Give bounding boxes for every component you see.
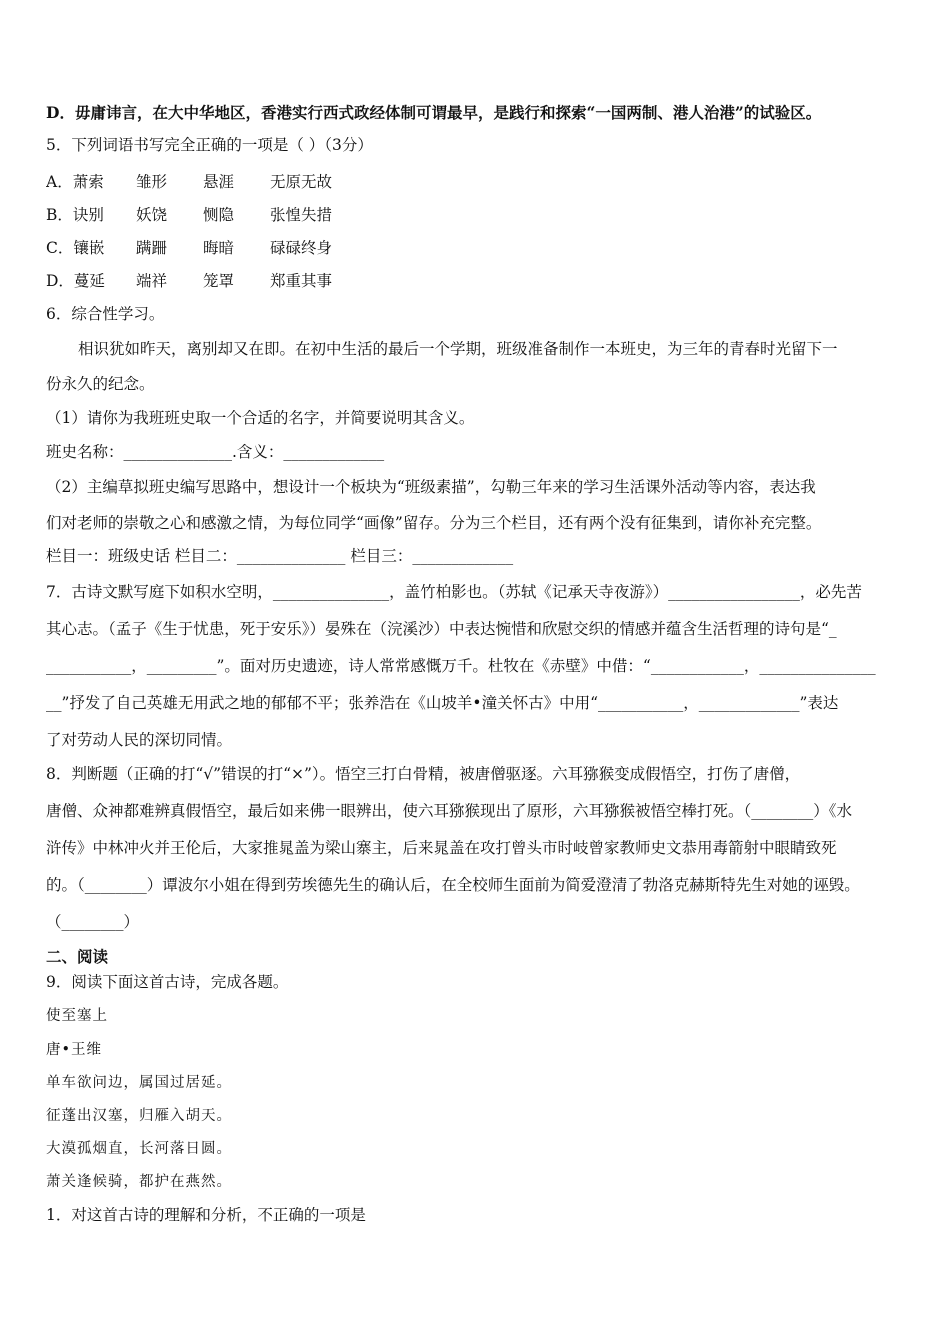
q5-option-b xyxy=(46,205,910,225)
option-word: 碌碌终身 xyxy=(270,239,333,257)
option-word: 悬涯 xyxy=(203,173,235,191)
q8-line-3: 浒传》中林冲火并王伦后，大家推晁盖为梁山寨主，后来晁盖在攻打曾头市时岐曾家教师史文恭用毒箭射中眼睛致死 xyxy=(46,839,837,857)
option-word: 笼罩 xyxy=(203,272,235,290)
q9-stem: 9．阅读下面这首古诗，完成各题。 xyxy=(46,973,289,991)
q7-line-2: 其心志。（孟子《生于忧患，死于安乐》）晏殊在（浣溪沙）中表达惋惜和欣慰交织的情感并蕴含生活哲理的诗句是“_ xyxy=(46,620,837,638)
q4-option-d: D．毋庸讳言，在大中华地区，香港实行西式政经体制可谓最早，是践行和探索“一国两制、港人治港”的试验区。 xyxy=(46,103,822,122)
option-word: 张惶失措 xyxy=(270,206,333,224)
option-label: D．蔓延 xyxy=(46,272,105,290)
q7-line-5: 了对劳动人民的深切同情。 xyxy=(46,731,233,749)
option-word: 端祥 xyxy=(136,272,168,290)
q6-intro-line-2: 份永久的纪念。 xyxy=(46,375,155,393)
q6-sub2-columns: 栏目一：班级史话 栏目二：______________ 栏目三：_____________ xyxy=(46,547,514,565)
option-word: 无原无故 xyxy=(270,173,333,191)
option-label: A．萧索 xyxy=(46,173,104,191)
option-word: 恻隐 xyxy=(203,206,235,224)
q5-option-c xyxy=(46,238,910,258)
q6-sub1-blank: 班史名称：______________.含义：_____________ xyxy=(46,443,385,461)
q8-line-5: （________） xyxy=(46,913,140,931)
q7-line-4: __”抒发了自己英雄无用武之地的郁郁不平；张养浩在《山坡羊•潼关怀古》中用“___________，_____________”表达 xyxy=(46,694,839,712)
poem-title: 使至塞上 xyxy=(46,1008,108,1024)
q6-sub2-line-1: （2）主编草拟班史编写思路中，想设计一个板块为“班级素描”，勾勒三年来的学习生活课外活动等内容，表达我 xyxy=(46,478,816,496)
option-word: 雏形 xyxy=(136,173,168,191)
option-word: 妖饶 xyxy=(136,206,168,224)
q6-stem: 6．综合性学习。 xyxy=(46,305,165,323)
poem-line: 大漠孤烟直，长河落日圆。 xyxy=(46,1141,232,1157)
q5-stem: 5．下列词语书写完全正确的一项是（ ）（3分） xyxy=(46,136,373,154)
q8-line-1: 8．判断题（正确的打“√”错误的打“×”）。悟空三打白骨精，被唐僧驱逐。六耳猕猴变成假悟空，打伤了唐僧， xyxy=(46,765,801,783)
q5-option-a xyxy=(46,172,910,192)
q6-sub1: （1）请你为我班班史取一个合适的名字，并简要说明其含义。 xyxy=(46,409,475,427)
q7-line-3: ___________，_________”。面对历史遗迹，诗人常常感慨万千。杜牧在《赤壁》中借：“____________，_______________ xyxy=(46,657,876,675)
poem-line: 单车欲问边，属国过居延。 xyxy=(46,1075,232,1091)
option-word: 晦暗 xyxy=(203,239,235,257)
poem-line: 萧关逢候骑，都护在燕然。 xyxy=(46,1174,232,1190)
q8-line-2: 唐僧、众神都难辨真假悟空，最后如来佛一眼辨出，使六耳猕猴现出了原形，六耳猕猴被悟空棒打死。（________）《水 xyxy=(46,802,853,820)
option-word: 蹒跚 xyxy=(136,239,168,257)
q8-line-4: 的。（________）谭波尔小姐在得到劳埃德先生的确认后，在全校师生面前为简爱澄清了勃洛克赫斯特先生对她的诬毁。 xyxy=(46,876,860,894)
poem-line: 征蓬出汉塞，归雁入胡天。 xyxy=(46,1108,232,1124)
q7-line-1: 7．古诗文默写庭下如积水空明，_______________，盖竹柏影也。（苏轼《记承天寺夜游》）_________________，必先苦 xyxy=(46,583,862,601)
section-heading-reading: 二、阅读 xyxy=(46,947,109,966)
q6-sub2-line-2: 们对老师的崇敬之心和感激之情，为每位同学“画像”留存。分为三个栏目，还有两个没有征集到，请你补充完整。 xyxy=(46,514,822,532)
q6-intro-line-1: 相识犹如昨天，离别却又在即。在初中生活的最后一个学期，班级准备制作一本班史，为三年的青春时光留下一 xyxy=(78,340,838,358)
poem-author: 唐•王维 xyxy=(46,1042,103,1058)
option-label: B．诀别 xyxy=(46,206,104,224)
q5-option-d xyxy=(46,271,910,291)
option-word: 郑重其事 xyxy=(270,272,333,290)
option-label: C．镶嵌 xyxy=(46,239,105,257)
q9-sub1: 1．对这首古诗的理解和分析，不正确的一项是 xyxy=(46,1206,366,1224)
